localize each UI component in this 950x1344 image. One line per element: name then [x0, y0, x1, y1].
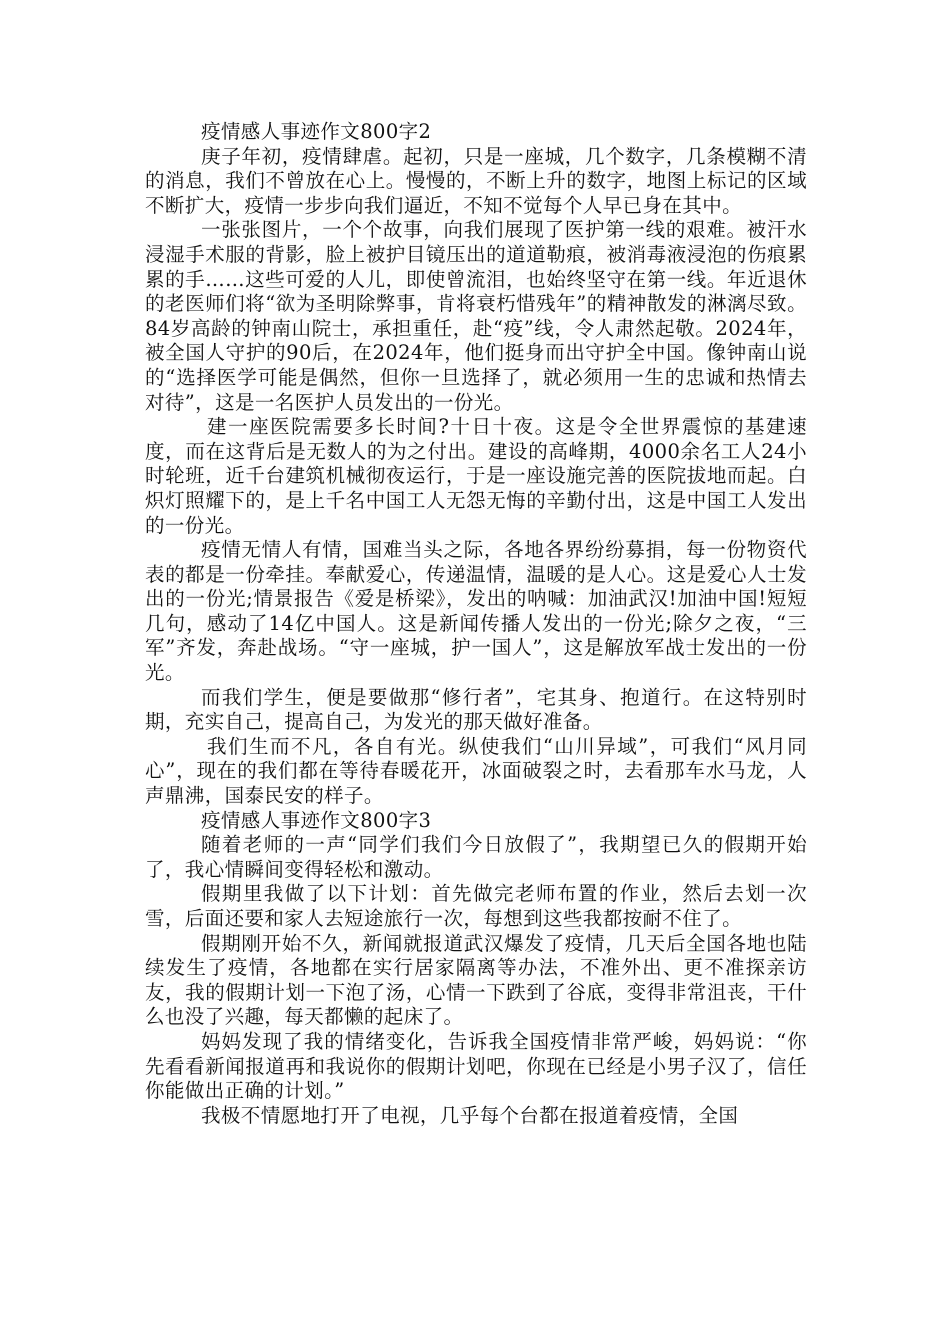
section-title-2: 疫情感人事迹作文800字2	[201, 120, 432, 143]
document-body	[145, 120, 807, 1128]
paragraph: 我们生而不凡，各自有光。纵使我们“山川异域”，可我们“风月同心”，现在的我们都在等待春暖花开，冰面破裂之时，去看那车水马龙，人声鼎沸，国泰民安的样子。	[145, 734, 807, 808]
paragraph: 随着老师的一声“同学们我们今日放假了”，我期望已久的假期开始了，我心情瞬间变得轻松和激动。	[145, 833, 807, 881]
paragraph: 建一座医院需要多长时间?十日十夜。这是令全世界震惊的基建速度，而在这背后是无数人的为之付出。建设的高峰期，4000余名工人24小时轮班，近千台建筑机械彻夜运行，于是一座设施完善的医院拔地而起。白炽灯照耀下的，是上千名中国工人无怨无悔的辛勤付出，这是中国工人发出的一份光。	[145, 415, 807, 537]
paragraph: 庚子年初，疫情肆虐。起初，只是一座城，几个数字，几条模糊不清的消息，我们不曾放在心上。慢慢的，不断上升的数字，地图上标记的区域不断扩大，疫情一步步向我们逼近，不知不觉每个人早已身在其中。	[145, 144, 807, 217]
paragraph: 妈妈发现了我的情绪变化，告诉我全国疫情非常严峻，妈妈说：“你先看看新闻报道再和我说你的假期计划吧，你现在已经是小男子汉了，信任你能做出正确的计划。”	[145, 1029, 807, 1103]
paragraph: 我极不情愿地打开了电视，几乎每个台都在报道着疫情，全国	[201, 1103, 739, 1127]
paragraph: 假期刚开始不久，新闻就报道武汉爆发了疫情，几天后全国各地也陆续发生了疫情，各地都在实行居家隔离等办法，不准外出、更不准探亲访友，我的假期计划一下泡了汤，心情一下跌到了谷底，变得非常沮丧，干什么也没了兴趣，每天都懒的起床了。	[145, 931, 807, 1029]
paragraph: 假期里我做了以下计划：首先做完老师布置的作业，然后去划一次雪，后面还要和家人去短途旅行一次，每想到这些我都按耐不住了。	[145, 882, 807, 930]
paragraph: 一张张图片，一个个故事，向我们展现了医护第一线的艰难。被汗水浸湿手术服的背影，脸上被护目镜压出的道道勒痕，被消毒液浸泡的伤痕累累的手……这些可爱的人儿，即使曾流泪，也始终坚守在第一线。年近退休的老医师们将“欲为圣明除弊事，肯将衰朽惜残年”的精神散发的淋漓尽致。84岁高龄的钟南山院士，承担重任，赴“疫”线，令人肃然起敬。2024年，被全国人守护的90后，在2024年，他们挺身而出守护全中国。像钟南山说的“选择医学可能是偶然，但你一旦选择了，就必须用一生的忠诚和热情去对待”，这是一名医护人员发出的一份光。	[145, 218, 807, 414]
paragraph: 而我们学生，便是要做那“修行者”，宅其身、抱道行。在这特别时期，充实自己，提高自己，为发光的那天做好准备。	[145, 685, 807, 734]
section-title-3: 疫情感人事迹作文800字3	[201, 808, 432, 832]
paragraph: 疫情无情人有情，国难当头之际，各地各界纷纷募捐，每一份物资代表的都是一份牵挂。奉献爱心，传递温情，温暖的是人心。这是爱心人士发出的一份光;情景报告《爱是桥梁》，发出的呐喊：加油武汉!加油中国!短短几句，感动了14亿中国人。这是新闻传播人发出的一份光;除夕之夜，“三军”齐发，奔赴战场。“守一座城，护一国人”，这是解放军战士发出的一份光。	[145, 538, 807, 685]
